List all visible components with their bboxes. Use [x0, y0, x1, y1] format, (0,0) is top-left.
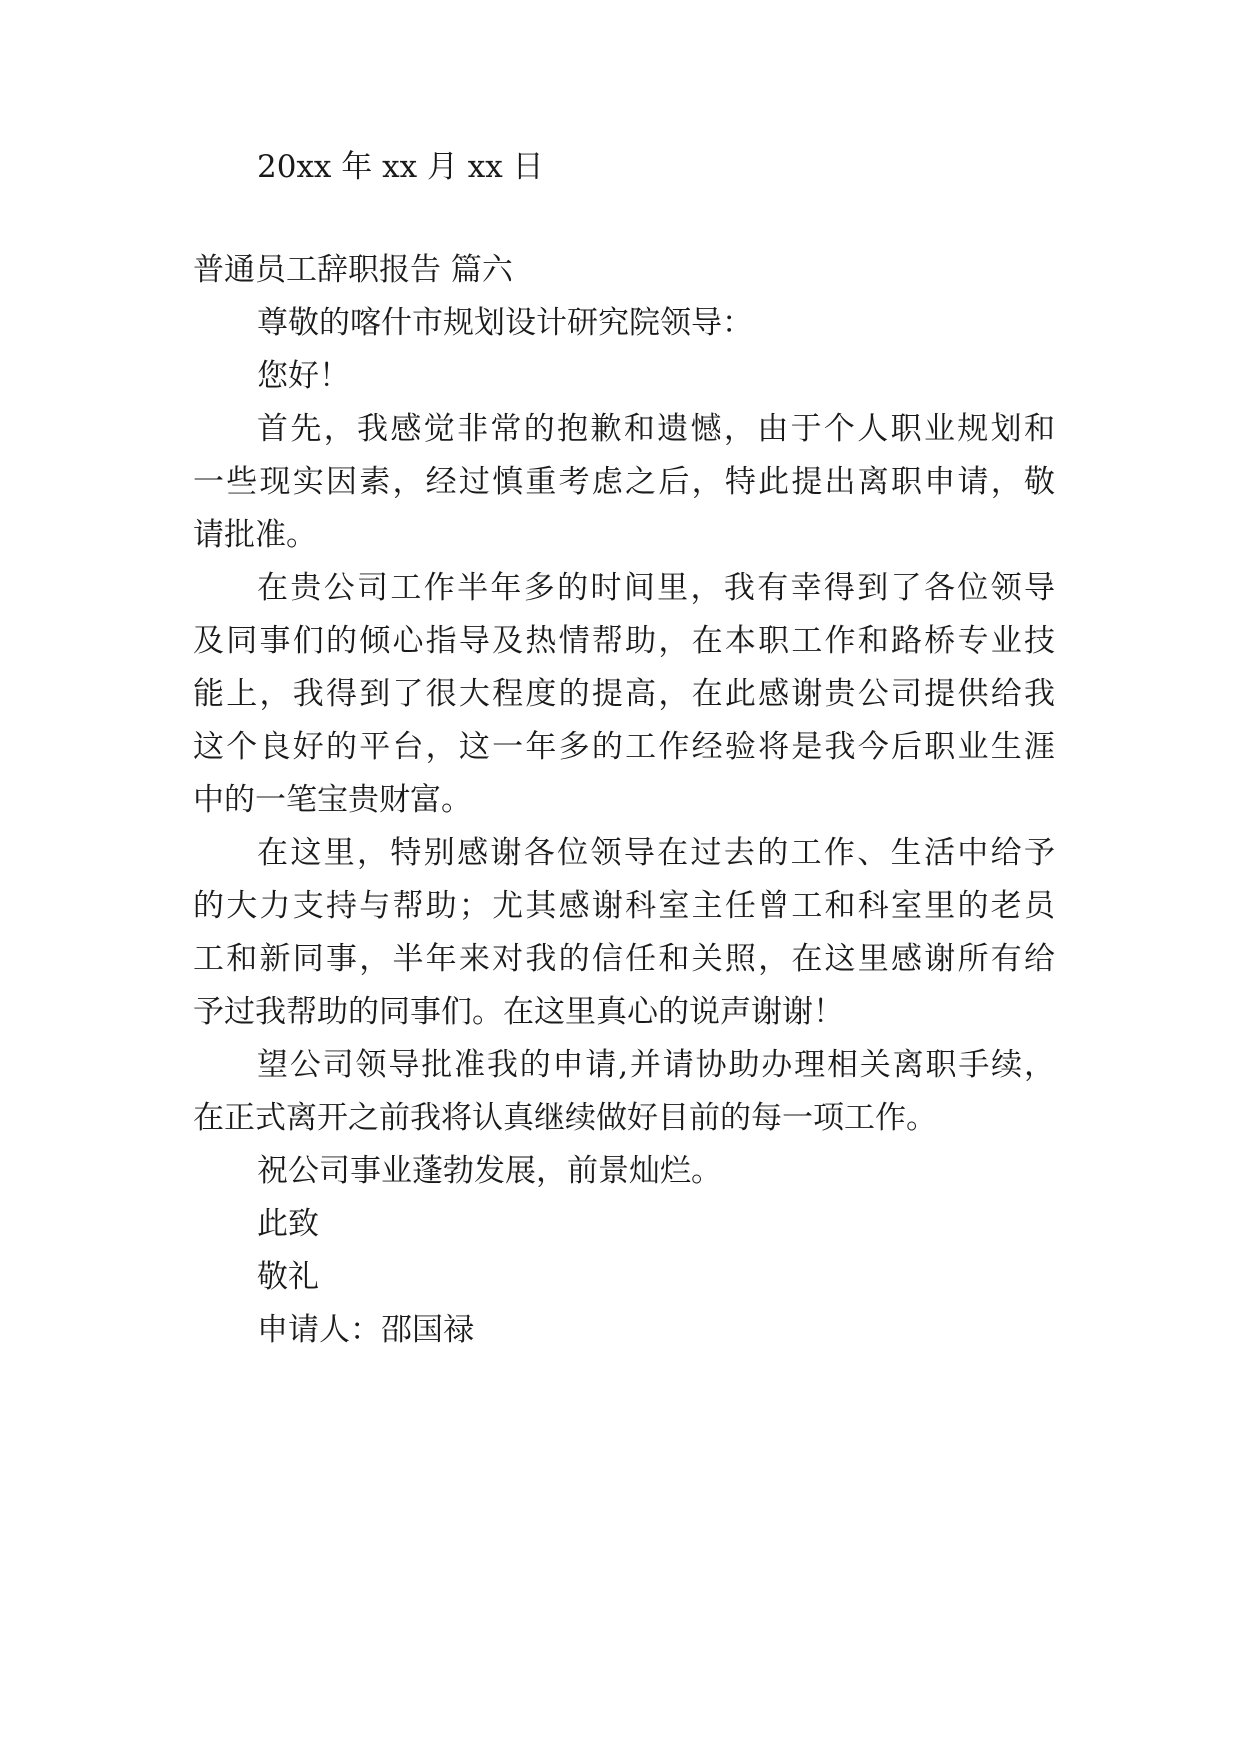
paragraph-line: 请批准。: [193, 517, 317, 553]
applicant-signature: 申请人：邵国禄: [257, 1312, 474, 1348]
paragraph-line: 的大力支持与帮助；尤其感谢科室主任曾工和科室里的老员: [193, 888, 1055, 924]
closing-jingli: 敬礼: [257, 1259, 319, 1295]
paragraph-line: 在这里，特别感谢各位领导在过去的工作、生活中给予: [257, 835, 1055, 871]
greeting: 您好！: [257, 358, 350, 394]
salutation: 尊敬的喀什市规划设计研究院领导：: [257, 305, 753, 341]
closing-cizhi: 此致: [257, 1206, 319, 1242]
section-heading: 普通员工辞职报告 篇六: [193, 252, 513, 288]
paragraph-line: 在正式离开之前我将认真继续做好目前的每一项工作。: [193, 1100, 937, 1136]
paragraph-line: 一些现实因素，经过慎重考虑之后，特此提出离职申请，敬: [193, 464, 1055, 500]
previous-letter-date: 20xx 年 xx 月 xx 日: [257, 149, 544, 185]
paragraph-line: 能上，我得到了很大程度的提高，在此感谢贵公司提供给我: [193, 676, 1055, 712]
closing-wish: 祝公司事业蓬勃发展，前景灿烂。: [257, 1153, 722, 1189]
paragraph-line: 及同事们的倾心指导及热情帮助，在本职工作和路桥专业技: [193, 623, 1055, 659]
paragraph-line: 望公司领导批准我的申请,并请协助办理相关离职手续，: [257, 1047, 1055, 1083]
paragraph-line: 首先，我感觉非常的抱歉和遗憾，由于个人职业规划和: [257, 411, 1055, 447]
paragraph-line: 在贵公司工作半年多的时间里，我有幸得到了各位领导: [257, 570, 1055, 606]
paragraph-line: 这个良好的平台，这一年多的工作经验将是我今后职业生涯: [193, 729, 1055, 765]
paragraph-line: 工和新同事，半年来对我的信任和关照，在这里感谢所有给: [193, 941, 1055, 977]
paragraph-line: 予过我帮助的同事们。在这里真心的说声谢谢！: [193, 994, 844, 1030]
paragraph-line: 中的一笔宝贵财富。: [193, 782, 472, 818]
